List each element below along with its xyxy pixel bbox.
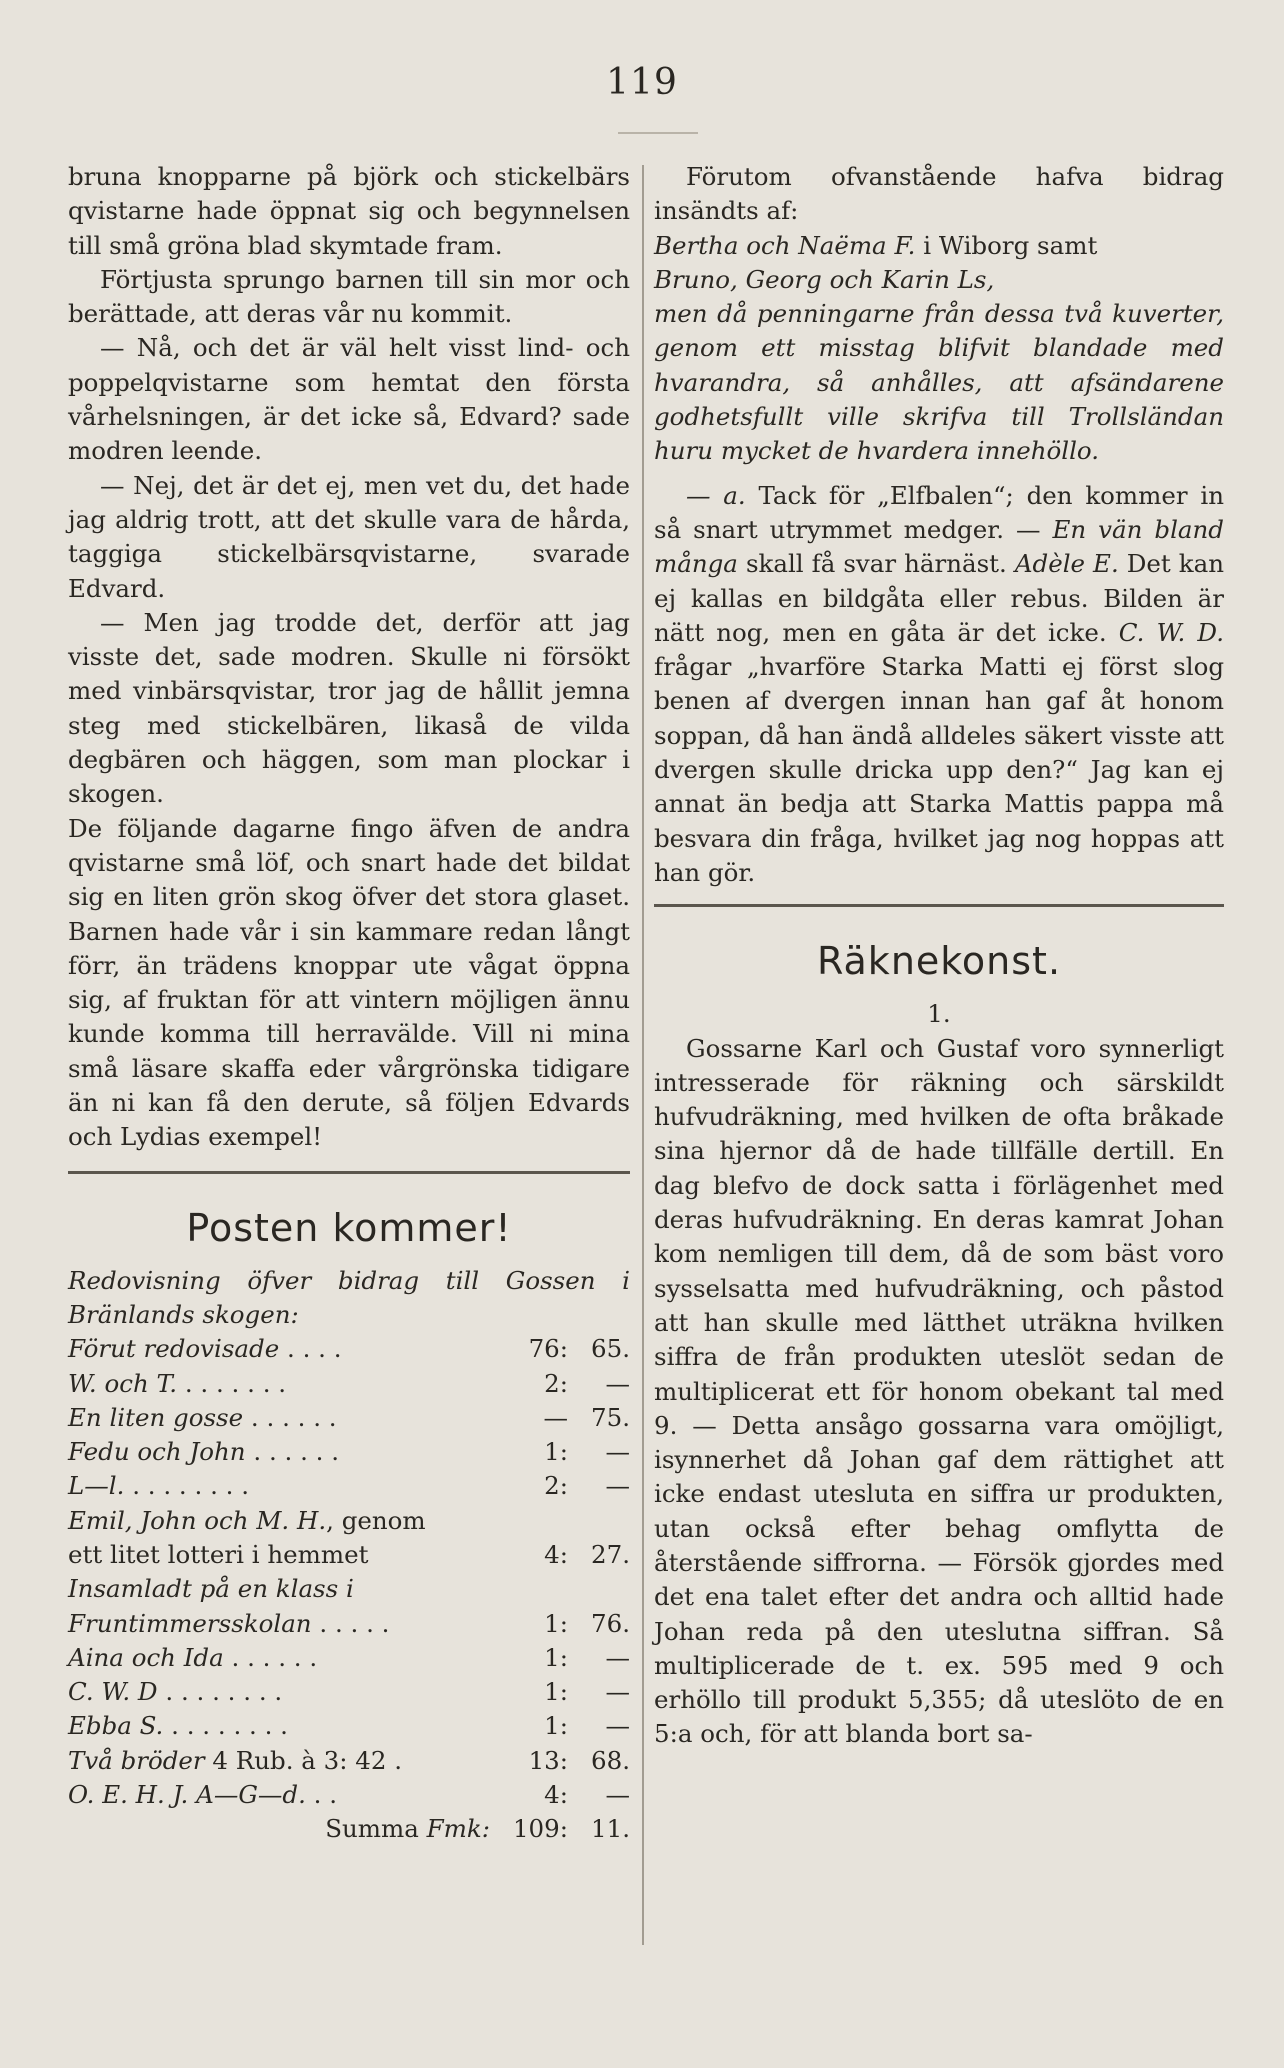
dot-leader: . . . . . . . . — [163, 1711, 288, 1741]
story-paragraph: De följande dagarne fingo äfven de andra qvistarne små löf, och snart hade det bildat sig en liten grön skog öfver det stora glaset. Barnen hade vår i sin kammare redan långt förr, än trädens knoppar ute vågat öppna sig, af fruktan för att vintern möjligen ännu kunde komma till herravälde. Vill ni mina små läsare skaffa eder vårgrönska tidigare än ni kan få den derute, så följen Edvards och Lydias exempel! — [68, 813, 630, 1152]
account-row — [68, 1709, 630, 1743]
contributors-line — [654, 229, 1224, 263]
account-row — [68, 1675, 630, 1709]
amount-ore: 65. — [591, 1334, 630, 1364]
account-heading: Redovisning öfver bidrag till Gossen i Bränlands skogen: — [68, 1265, 630, 1329]
amount-ore: — — [605, 1711, 630, 1741]
dot-leader: . . . . . . — [243, 1402, 337, 1432]
amount-kr: 1: — [544, 1437, 568, 1467]
reply-recipient: C. W. D. — [1118, 617, 1224, 647]
donor-name: Förut redovisade — [68, 1334, 280, 1364]
account-row — [68, 1332, 630, 1366]
dot-leader: . . . . — [279, 1334, 342, 1364]
story-paragraph: — Men jag trodde det, derför att jag visste det, sade modren. Skulle ni försökt med vinbärsqvistar, tror jag de hållit jemna steg med stickelbären, likaså de vilda degbären och häggen, som man plockar i skogen. — [68, 607, 630, 809]
story-paragraph: Förtjusta sprungo barnen till sin mor och berättade, att deras vår nu kommit. — [68, 264, 630, 329]
donor-note: 4 Rub. à 3: 42 . — [204, 1745, 403, 1775]
amount-kr: 1: — [544, 1642, 568, 1672]
account-row — [68, 1778, 630, 1812]
donor-name: Två bröder — [68, 1745, 205, 1775]
story-paragraph: — Nå, och det är väl helt visst lind- och poppelqvistarne som hemtat den första vårhelsningen, är det icke så, Edvard? sade modren leende. — [68, 333, 630, 466]
amount-kr: 4: — [544, 1780, 568, 1810]
amount-ore: — — [605, 1677, 630, 1707]
amount-ore: — — [605, 1471, 630, 1501]
total-unit: Fmk: — [426, 1814, 490, 1844]
account-row — [68, 1469, 630, 1503]
amount-kr: — — [543, 1402, 568, 1432]
dot-leader: . . . . . . . . — [124, 1471, 250, 1501]
amount-kr: 4: — [544, 1539, 568, 1569]
amount-ore: 76. — [591, 1608, 630, 1638]
amount-kr: 76: — [528, 1334, 568, 1364]
reply-recipient: Adèle E. — [1014, 549, 1119, 579]
contributors-intro: Förutom ofvanstående hafva bidrag insändts af: — [654, 162, 1224, 226]
account-row — [68, 1504, 630, 1538]
account-total-row — [68, 1812, 630, 1846]
section-title-raknekonst: Räknekonst. — [816, 939, 1062, 984]
contributor-names: Bertha och Naëma F. — [654, 230, 916, 260]
reply-recipient: En vän bland många — [654, 514, 1224, 579]
amount-kr: 13: — [528, 1745, 568, 1775]
account-row-continued — [68, 1538, 630, 1572]
donor-name: C. W. D — [68, 1677, 158, 1707]
account-row — [68, 1572, 630, 1641]
donor-note: ett litet lotteri i hemmet — [68, 1539, 369, 1569]
contributors-line: Bruno, Georg och Karin Ls, — [654, 264, 995, 294]
reply-text: frågar „hvarföre Starka Matti ej först slog benen af dvergen innan han gaf åt honom soppan, då han ändå alldeles säkert visste att dvergen skulle dricka upp den?“ Jag kan ej annat än bedja att Starka Mattis pappa må besvara din fråga, hvilket jag nog hoppas att han gör. — [654, 652, 1224, 887]
donor-name: Insamladt på en klass i Fruntimmersskolan — [68, 1574, 354, 1638]
amount-ore: — — [605, 1437, 630, 1467]
section-number: 1. — [927, 999, 951, 1029]
amount-kr: 1: — [544, 1711, 568, 1741]
editor-note: men då penningarne från dessa två kuverter, genom ett misstag blifvit blandade med hvarandra, så anhålles, att afsändarene godhetsfullt ville skrifva till Trollsländan huru mycket de hvardera innehöllo. — [654, 299, 1224, 466]
account-row — [68, 1435, 630, 1469]
donor-name: En liten gosse — [68, 1402, 244, 1432]
puzzle-text: Gossarne Karl och Gustaf voro synnerligt intresserade för räkning och särskildt hufvudräkning, med hvilken de ofta bråkade sina hjernor då de hade tillfälle dertill. En dag blefvo de dock satta i förlägenhet med deras hufvudräkning. En deras kamrat Johan kom nemligen till dem, då de som bäst voro sysselsatta med hufvudräkning, och påstod att han skulle med lätthet uträkna hvilken siffra de från produkten uteslöt sedan de multiplicerat ett för honom obekant tal med 9. — Detta ansågo gossarna vara omöjligt, isynnerhet då Johan gaf dem rättighet att icke endast utesluta en siffra ur produkten, utan också efter behag omflytta de återstående siffrorna. — Försök gjordes med det ena talet efter det andra och alltid hade Johan reda på den uteslutna siffran. Så multiplicerade de t. ex. 595 med 9 och erhöllo till produkt 5,355; då uteslöto de en 5:a och, för att blanda bort sa- — [654, 1033, 1224, 1749]
amount-ore: — — [605, 1368, 630, 1398]
dot-leader: . . . . . . . . — [157, 1677, 283, 1707]
reply-text: Det kan ej kallas en bildgåta eller rebus. Bilden är nätt nog, men en gåta är det icke. — [654, 549, 1224, 647]
amount-ore: 68. — [591, 1745, 630, 1775]
donor-name: O. E. H. J. A—G—d. — [68, 1780, 306, 1810]
account-row — [68, 1367, 630, 1401]
amount-kr: 2: — [544, 1471, 568, 1501]
story-paragraph: — Nej, det är det ej, men vet du, det hade jag aldrig trott, att det skulle vara de hårda, taggiga stickelbärsqvistarne, svarade Edvard. — [68, 470, 630, 603]
header-rule — [618, 132, 698, 134]
amount-ore: — — [605, 1642, 630, 1672]
right-column — [654, 160, 1224, 1752]
section-rule — [654, 904, 1224, 907]
amount-ore: 27. — [591, 1539, 630, 1569]
reply-text: skall få svar härnäst. — [737, 549, 1015, 579]
reply-signature: — a. — [686, 480, 746, 510]
page-number: 119 — [606, 62, 678, 103]
account-row — [68, 1401, 630, 1435]
contributor-place: i Wiborg samt — [915, 230, 1098, 260]
section-title-posten: Posten kommer! — [186, 1205, 512, 1250]
story-paragraph: bruna knopparne på björk och stickelbärs qvistarne hade öppnat sig och begynnelsen till små gröna blad skymtade fram. — [68, 162, 630, 260]
donor-name: W. och T. — [68, 1368, 178, 1398]
dot-leader: . . . . . . — [223, 1642, 318, 1672]
total-label: Summa — [325, 1814, 419, 1844]
donor-note: , genom — [326, 1505, 426, 1535]
donor-name: Ebba S. — [68, 1711, 164, 1741]
left-column — [68, 160, 630, 1847]
dot-leader: . . . . . . . — [177, 1368, 287, 1398]
reply-text: Tack för „Elfbalen“; den kommer in så snart utrymmet medger. — — [654, 480, 1224, 544]
amount-kr: 1: — [544, 1677, 568, 1707]
amount-kr: 1: — [544, 1608, 568, 1638]
section-rule — [68, 1171, 630, 1174]
donor-name: Fedu och John — [68, 1437, 246, 1467]
amount-ore: 75. — [591, 1402, 630, 1432]
account-row — [68, 1744, 630, 1778]
dot-leader: . . — [305, 1780, 338, 1810]
column-divider — [642, 165, 644, 1945]
account-table — [68, 1332, 630, 1846]
editor-replies — [654, 479, 1224, 891]
amount-kr: 2: — [544, 1368, 568, 1398]
donor-name: L—l. — [68, 1471, 125, 1501]
amount-ore: — — [605, 1780, 630, 1810]
donor-name: Aina och Ida — [68, 1642, 224, 1672]
dot-leader: . . . . . . — [245, 1437, 340, 1467]
total-ore: 11. — [591, 1814, 630, 1844]
dot-leader: . . . . . — [311, 1608, 390, 1638]
total-kr: 109: — [512, 1814, 568, 1844]
account-row — [68, 1641, 630, 1675]
donor-name: Emil, John och M. H. — [68, 1505, 327, 1535]
